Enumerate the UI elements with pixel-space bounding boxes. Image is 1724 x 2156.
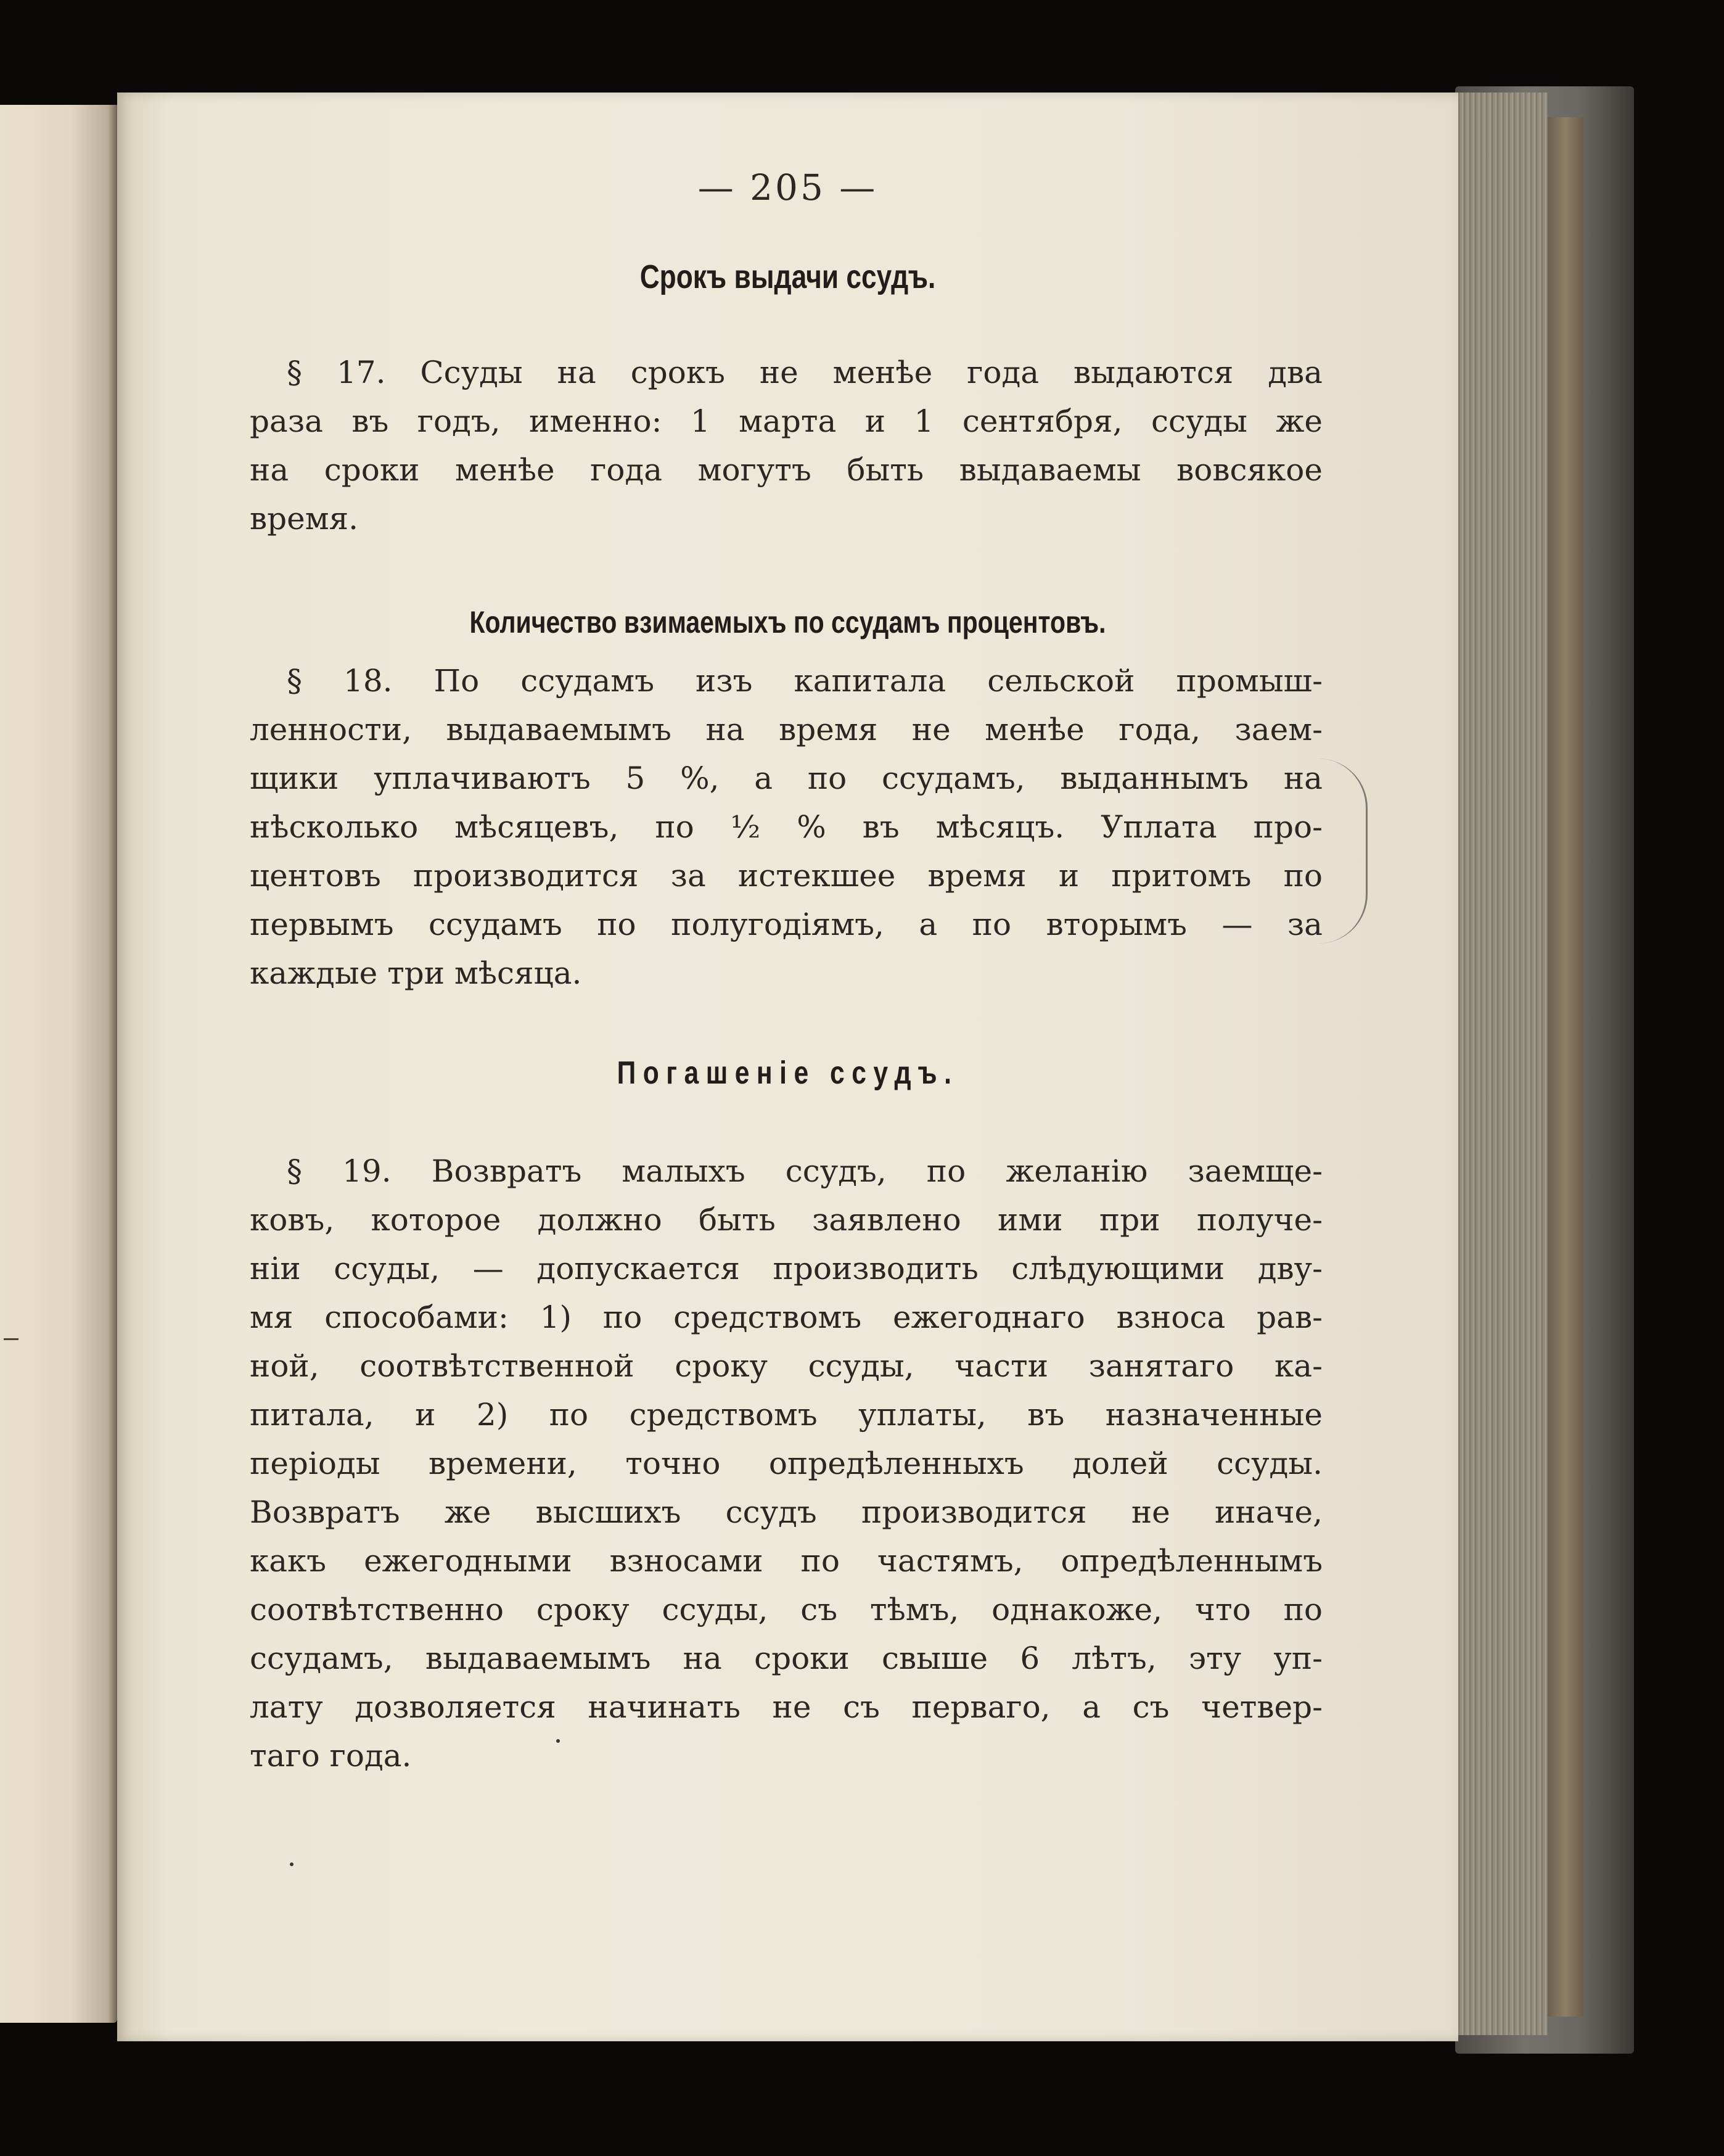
- cover-edge-strip: [1548, 117, 1583, 2017]
- text-line: § 18. По ссудамъ изъ капитала сельской промыш-: [287, 663, 1323, 699]
- paper-speck: [556, 1739, 560, 1743]
- text-line: каждые три мѣсяца.: [250, 955, 582, 991]
- pencil-bracket-mark: [1310, 759, 1368, 944]
- heading-repayment: Погашеніе ссудъ.: [617, 1055, 959, 1091]
- heading-interest: Количество взимаемыхъ по ссудамъ процентовъ.: [469, 605, 1106, 640]
- text-line: § 19. Возвратъ малыхъ ссудъ, по желанію заемще-: [287, 1153, 1323, 1189]
- text-line: таго года.: [250, 1738, 412, 1774]
- left-page-mark: [4, 1338, 18, 1340]
- page-block-edges: [1455, 93, 1548, 2035]
- paragraph-19: [250, 1147, 1323, 1780]
- text-line: нѣсколько мѣсяцевъ, по ½ % въ мѣсяцъ. Уплата про-: [250, 809, 1323, 845]
- text-line: мя способами: 1) по средствомъ ежегоднаго взноса рав-: [250, 1299, 1323, 1335]
- text-line: щики уплачиваютъ 5 %, а по ссудамъ, выданнымъ на: [250, 760, 1323, 796]
- text-line: питала, и 2) по средствомъ уплаты, въ назначенные: [250, 1397, 1323, 1433]
- text-line: раза въ годъ, именно: 1 марта и 1 сентября, ссуды же: [250, 403, 1323, 439]
- paper-speck: [290, 1862, 293, 1866]
- text-line: первымъ ссудамъ по полугодіямъ, а по вторымъ — за: [250, 907, 1323, 942]
- text-line: какъ ежегодными взносами по частямъ, опредѣленнымъ: [250, 1543, 1323, 1579]
- page-number: — 205 —: [697, 167, 878, 208]
- text-line: соотвѣтственно сроку ссуды, съ тѣмъ, однакоже, что по: [250, 1592, 1323, 1627]
- heading-term: Срокъ выдачи ссудъ.: [639, 258, 936, 295]
- text-line: время.: [250, 501, 359, 537]
- left-page-edge: [0, 105, 117, 2023]
- paragraph-17: [250, 348, 1323, 543]
- text-line: ссудамъ, выдаваемымъ на сроки свыше 6 лѣтъ, эту уп-: [250, 1640, 1323, 1676]
- text-line: ной, соотвѣтственной сроку ссуды, части занятаго ка-: [250, 1348, 1323, 1384]
- text-line: Возвратъ же высшихъ ссудъ производится не иначе,: [250, 1494, 1323, 1530]
- book-page: [117, 93, 1458, 2041]
- text-line: періоды времени, точно опредѣленныхъ долей ссуды.: [250, 1446, 1323, 1481]
- paragraph-18: [250, 657, 1323, 998]
- text-line: ковъ, которое должно быть заявлено ими при получе-: [250, 1202, 1323, 1238]
- text-line: ленности, выдаваемымъ на время не менѣе года, заем-: [250, 712, 1323, 747]
- text-line: центовъ производится за истекшее время и притомъ по: [250, 858, 1323, 894]
- text-line: ніи ссуды, — допускается производить слѣдующими дву-: [250, 1251, 1323, 1286]
- text-line: лату дозволяется начинать не съ перваго, а съ четвер-: [250, 1689, 1323, 1725]
- text-line: на сроки менѣе года могутъ быть выдаваемы вовсякое: [250, 452, 1323, 488]
- text-line: § 17. Ссуды на срокъ не менѣе года выдаются два: [287, 355, 1323, 390]
